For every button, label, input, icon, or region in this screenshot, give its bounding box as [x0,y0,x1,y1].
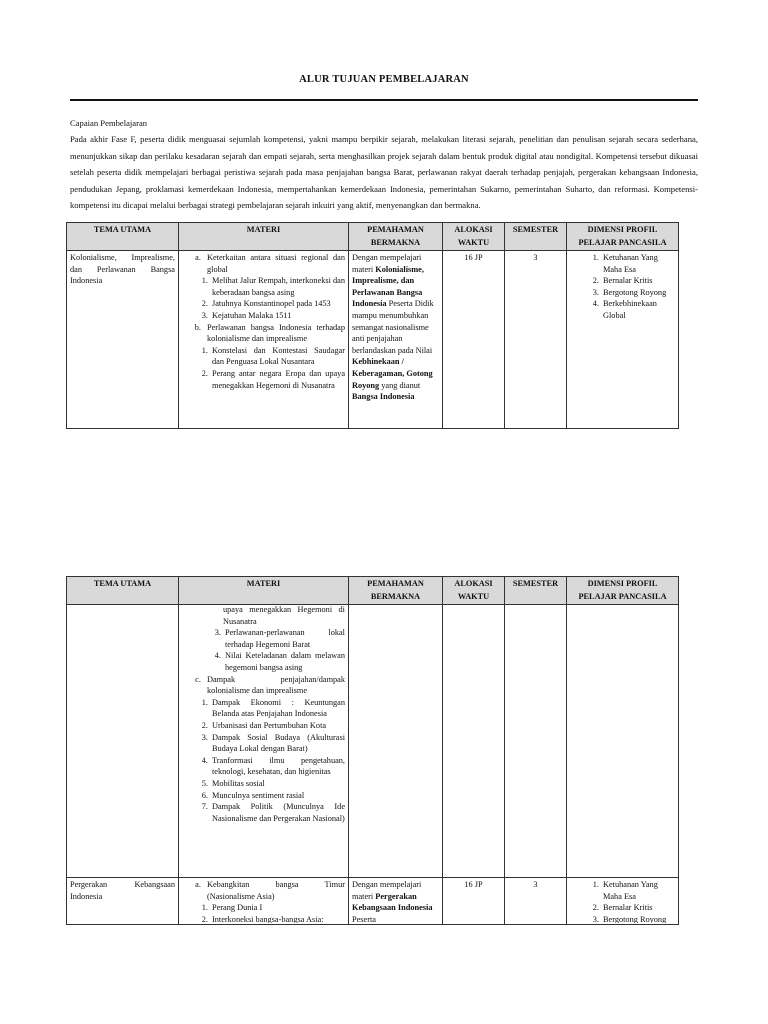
list-item: 1. Ketuhanan Yang Maha Esa [601,879,675,902]
list-item: 2. Bernalar Kritis [601,902,675,914]
cell-dimensi [567,878,679,925]
list-item: 2. Interkoneksi bangsa-bangsa Asia: [210,914,345,923]
list-item: 7. Dampak Politik (Munculnya Ide Nasionalisme dan Pergerakan Nasional) [210,801,345,824]
list-item: 1. Perang Dunia I [210,902,345,914]
header-tema: TEMA UTAMA [67,577,179,605]
header-pemahaman: PEMAHAMAN BERMAKNA [349,577,443,605]
cell-semester [505,605,567,878]
cell-dimensi [567,605,679,878]
list-item: 5. Mobilitas sosial [210,778,345,790]
header-semester: SEMESTER [505,577,567,605]
capaian-section [70,115,698,213]
cell-tema [67,605,179,878]
table-row [67,605,679,878]
cell-materi [179,605,349,878]
capaian-paragraph: Pada akhir Fase F, peserta didik menguasai sejumlah kompetensi, yakni mampu berpikir sejarah, melakukan literasi sejarah, penelitian dan penulisan sejarah secara sederhana, menunjukkan sikap dan perilaku kesadaran sejarah dan empati sejarah, serta menghasilkan projek sejarah dalam bentuk produk digital atau nondigital. Kompetensi tersebut dikuasai setelah peserta didik mempelajari berbagai peristiwa sejarah pada masa penjajahan bangsa Barat, perlawanan rakyat daerah terhadap penjajah, pergerakan kebangsaan Indonesia, pendudukan Jepang, proklamasi kemerdekaan Indonesia, mempertahankan kemerdekaan Indonesia, pemerintahan Sukarno, pemerintahan Suharto, dan reformasi. Kompetensi-kompetensi itu dicapai melalui berbagai strategi pembelajaran sejarah inkuiri yang aktif, menyenangkan dan bermakna. [70,134,698,211]
materi-section-b: b. Perlawanan bangsa Indonesia terhadap kolonialisme dan imprealisme 1. Konstelasi dan Kontestasi Saudagar dan Penguasa Lokal Nusantara 2. Perang antar negara Eropa dan upaya menegakkan Hegemoni di Nusanatra [203,322,345,392]
list-item: 1. Dampak Ekonomi : Keuntungan Belanda atas Penjajahan Indonesia [210,697,345,720]
cell-alokasi: 16 JP [443,878,505,925]
table-header [67,577,679,605]
cell-materi [179,251,349,429]
cell-materi [179,878,349,925]
list-item: 2. Jatuhnya Konstantinopel pada 1453 [210,298,345,310]
list-item: 4. Tranformasi ilmu pengetahuan, teknologi, kesehatan, dan higienitas [210,755,345,778]
materi-section-a: a. Keterkaitan antara situasi regional dan global 1. Melihat Jalur Rempah, interkoneksi dan keberadaan bangsa asing 2. Jatuhnya Konstantinopel pada 1453 3. Kejatuhan Malaka 1511 [203,252,345,322]
header-tema: TEMA UTAMA [67,223,179,251]
atp-table-part-1 [66,222,679,429]
cell-semester: 3 [505,878,567,925]
list-item: 3. Perlawanan-perlawanan lokal terhadap Hegemoni Barat [223,627,345,650]
list-item: 3. Bergotong Royong [601,914,675,923]
header-dimensi: DIMENSI PROFIL PELAJAR PANCASILA [567,577,679,605]
cell-semester: 3 [505,251,567,429]
list-item: 1. Konstelasi dan Kontestasi Saudagar dan Penguasa Lokal Nusantara [210,345,345,368]
list-item: 6. Munculnya sentiment rasial [210,790,345,802]
header-materi: MATERI [179,223,349,251]
title-divider [70,99,698,101]
document-title: ALUR TUJUAN PEMBELAJARAN [299,74,469,85]
header-alokasi: ALOKASI WAKTU [443,577,505,605]
cell-alokasi [443,605,505,878]
cell-alokasi: 16 JP [443,251,505,429]
list-item: 3. Dampak Sosial Budaya (Akulturasi Budaya Lokal dengan Barat) [210,732,345,755]
list-item: 2. Urbanisasi dan Pertumbuhan Kota [210,720,345,732]
materi-section-a: a. Kebangkitan bangsa Timur (Nasionalisme Asia) 1. Perang Dunia I 2. Interkoneksi bangsa-bangsa Asia: [203,879,345,923]
header-pemahaman: PEMAHAMAN BERMAKNA [349,223,443,251]
cell-pemahaman [349,605,443,878]
materi-continuation: upaya menegakkan Hegemoni di Nusanatra [223,605,345,626]
cell-pemahaman: Dengan mempelajari materi Pergerakan Kebangsaan Indonesia Peserta [349,878,443,925]
table-row [67,251,679,429]
header-alokasi: ALOKASI WAKTU [443,223,505,251]
cell-dimensi [567,251,679,429]
materi-section-c: c. Dampak penjajahan/dampak kolonialisme dan imprealisme 1. Dampak Ekonomi : Keuntungan Belanda atas Penjajahan Indonesia 2. Urbanisasi dan Pertumbuhan Kota 3. Dampak Sosial Budaya (Akulturasi Budaya Lokal dengan Barat) 4. Tranformasi ilmu pengetahuan, teknologi, kesehatan, dan higienitas 5. Mobilitas sosial 6. Munculnya sentiment rasial 7. Dampak Politik (Munculnya Ide Nasionalisme dan Pergerakan Nasional) [203,674,345,825]
list-item: 2. Bernalar Kritis [601,275,675,287]
header-semester: SEMESTER [505,223,567,251]
atp-table-part-2 [66,576,679,925]
table-header [67,223,679,251]
table-row [67,878,679,925]
list-item: 1. Ketuhanan Yang Maha Esa [601,252,675,275]
header-materi: MATERI [179,577,349,605]
list-item: 4. Berkebhinekaan Global [601,298,675,321]
list-item: 3. Kejatuhan Malaka 1511 [210,310,345,322]
capaian-heading: Capaian Pembelajaran [70,118,148,128]
cell-pemahaman: Dengan mempelajari materi Kolonialisme, Imprealisme, dan Perlawanan Bangsa Indonesia Peserta Didik mampu menumbuhkan semangat nasionalisme anti penjajahan berlandaskan pada Nilai Kebhinekaan / Keberagaman, Gotong Royong yang dianut Bangsa Indonesia [349,251,443,429]
list-item: 2. Perang antar negara Eropa dan upaya menegakkan Hegemoni di Nusanatra [210,368,345,391]
list-item: 1. Melihat Jalur Rempah, interkoneksi dan keberadaan bangsa asing [210,275,345,298]
header-dimensi: DIMENSI PROFIL PELAJAR PANCASILA [567,223,679,251]
list-item: 3. Bergotong Royong [601,287,675,299]
cell-tema: Pergerakan Kebangsaan Indonesia [67,878,179,925]
list-item: 4. Nilai Keteladanan dalam melawan hegemoni bangsa asing [223,650,345,673]
cell-tema: Kolonialisme, Imprealisme, dan Perlawanan Bangsa Indonesia [67,251,179,429]
